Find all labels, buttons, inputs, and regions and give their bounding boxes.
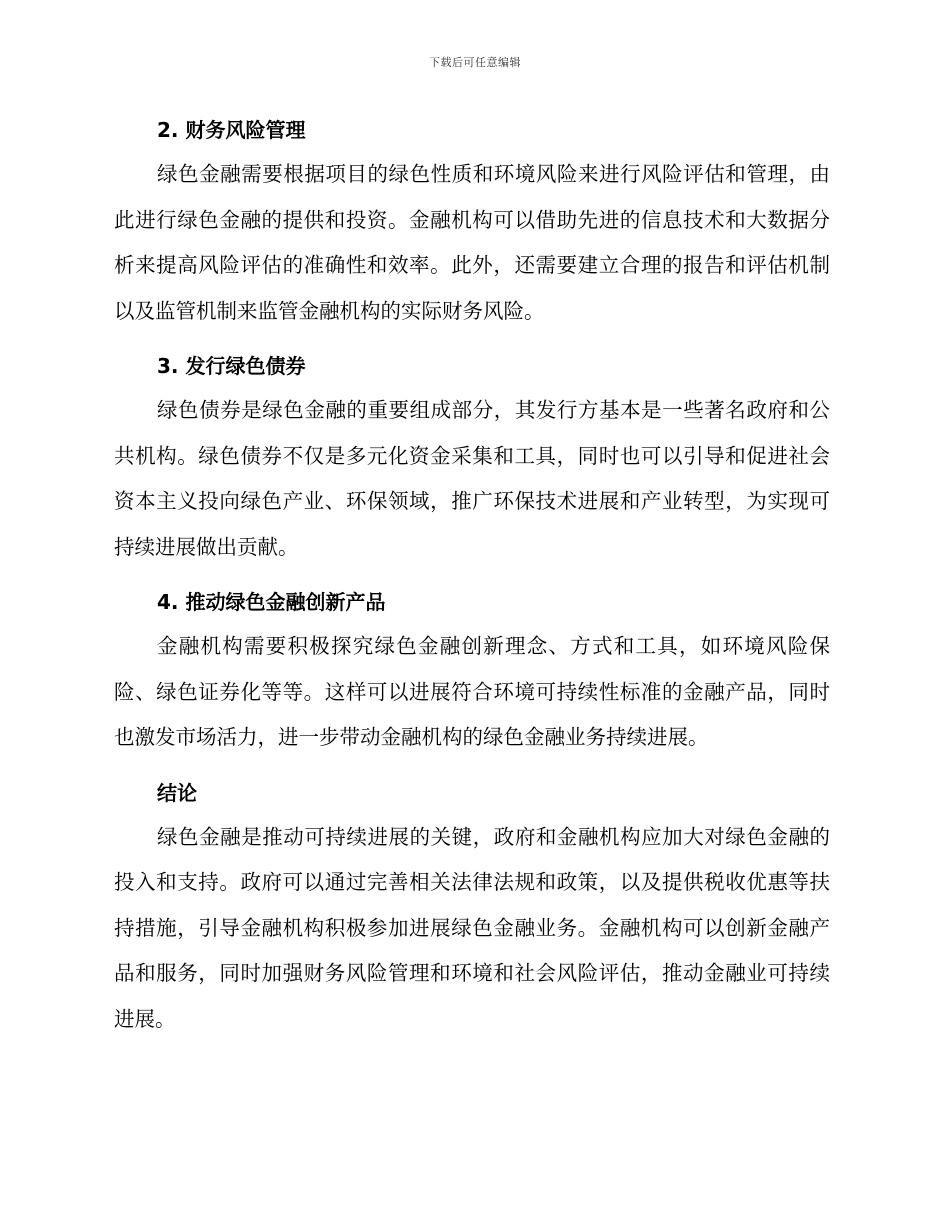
header-note: 下载后可任意编辑 [429, 56, 521, 69]
section-heading: 4. 推动绿色金融创新产品 [157, 590, 386, 614]
document-body [114, 108, 830, 1052]
section-financial-risk [114, 108, 830, 334]
section-green-bonds [114, 344, 830, 570]
section-paragraph: 绿色债券是绿色金融的重要组成部分，其发行方基本是一些著名政府和公共机构。绿色债券不仅是多元化资金采集和工具，同时也可以引导和促进社会资本主义投向绿色产业、环保领域，推广环保技术进展和产业转型，为实现可持续进展做出贡献。 [114, 398, 830, 559]
section-paragraph: 绿色金融需要根据项目的绿色性质和环境风险来进行风险评估和管理，由此进行绿色金融的提供和投资。金融机构可以借助先进的信息技术和大数据分析来提高风险评估的准确性和效率。此外，还需要建立合理的报告和评估机制以及监管机制来监管金融机构的实际财务风险。 [114, 162, 830, 323]
section-paragraph: 绿色金融是推动可持续进展的关键，政府和金融机构应加大对绿色金融的投入和支持。政府可以通过完善相关法律法规和政策，以及提供税收优惠等扶持措施，引导金融机构积极参加进展绿色金融业务。金融机构可以创新金融产品和服务，同时加强财务风险管理和环境和社会风险评估，推动金融业可持续进展。 [114, 824, 830, 1031]
section-paragraph: 金融机构需要积极探究绿色金融创新理念、方式和工具，如环境风险保险、绿色证券化等等。这样可以进展符合环境可持续性标准的金融产品，同时也激发市场活力，进一步带动金融机构的绿色金融业务持续进展。 [114, 634, 830, 749]
section-conclusion [114, 771, 830, 1043]
section-innovation-products [114, 580, 830, 761]
section-heading: 2. 财务风险管理 [157, 118, 306, 142]
section-heading: 3. 发行绿色债券 [157, 354, 306, 378]
section-heading: 结论 [157, 780, 197, 805]
